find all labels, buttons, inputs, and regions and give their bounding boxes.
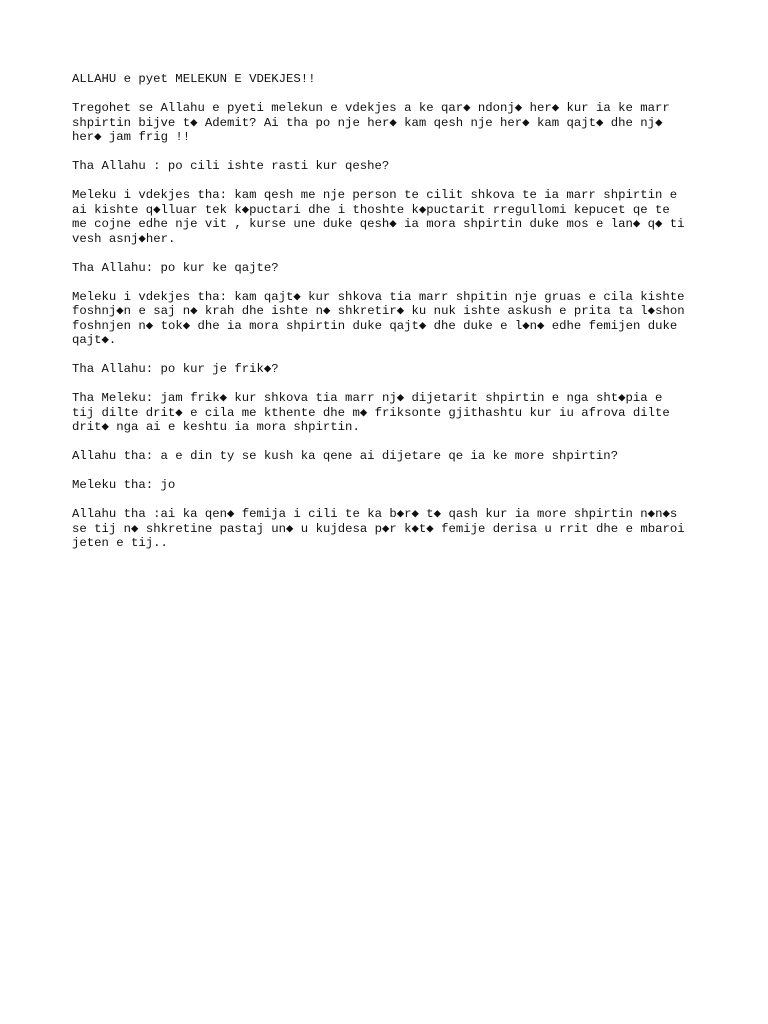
paragraph: Meleku tha: jo bbox=[72, 478, 176, 492]
paragraph: Tha Allahu : po cili ishte rasti kur qeshe? bbox=[72, 159, 390, 173]
paragraph: Tha Allahu: po kur je frik◆? bbox=[72, 362, 279, 376]
paragraph: Allahu tha: a e din ty se kush ka qene ai dijetare qe ia ke more shpirtin? bbox=[72, 449, 619, 463]
paragraph: Meleku i vdekjes tha: kam qajt◆ kur shkova tia marr shpitin nje gruas e cila kishte foshnj◆n e saj n◆ krah dhe ishte n◆ shkretir◆ ku nuk ishte askush e prita ta l◆shon foshnjen n◆ tok◆ dhe ia mora shpirtin duke qajt◆ dhe duke e l◆n◆ edhe femijen duke qajt◆. bbox=[72, 289, 685, 347]
paragraph: Tha Allahu: po kur ke qajte? bbox=[72, 260, 279, 275]
paragraph: Tregohet se Allahu e pyeti melekun e vdekjes a ke qar◆ ndonj◆ her◆ kur ia ke marr shpirtin bijve t◆ Ademit? Ai tha po nje her◆ kam qesh nje her◆ kam qajt◆ dhe nj◆ her◆ jam frig !! bbox=[72, 101, 670, 144]
paragraph: Meleku i vdekjes tha: kam qesh me nje person te cilit shkova te ia marr shpirtin e ai kishte q◆lluar tek k◆puctari dhe i thoshte k◆puctarit rregullomi kepucet qe te me cojne edhe nje vit , kurse une duke qesh◆ ia mora shpirtin duke mos e lan◆ q◆ ti vesh asnj◆her. bbox=[72, 188, 685, 246]
paragraph: Tha Meleku: jam frik◆ kur shkova tia marr nj◆ dijetarit shpirtin e nga sht◆pia e tij dilte drit◆ e cila me kthente dhe m◆ friksonte gjithashtu kur iu afrova dilte drit◆ nga ai e keshtu ia mora shpirtin. bbox=[72, 391, 670, 434]
document-page bbox=[72, 72, 712, 565]
document-title: ALLAHU e pyet MELEKUN E VDEKJES!! bbox=[72, 72, 316, 86]
paragraph: Allahu tha :ai ka qen◆ femija i cili te ka b◆r◆ t◆ qash kur ia more shpirtin n◆n◆s se tij n◆ shkretine pastaj un◆ u kujdesa p◆r k◆t◆ femije derisa u rrit dhe e mbaroi jeten e tij.. bbox=[72, 507, 685, 550]
